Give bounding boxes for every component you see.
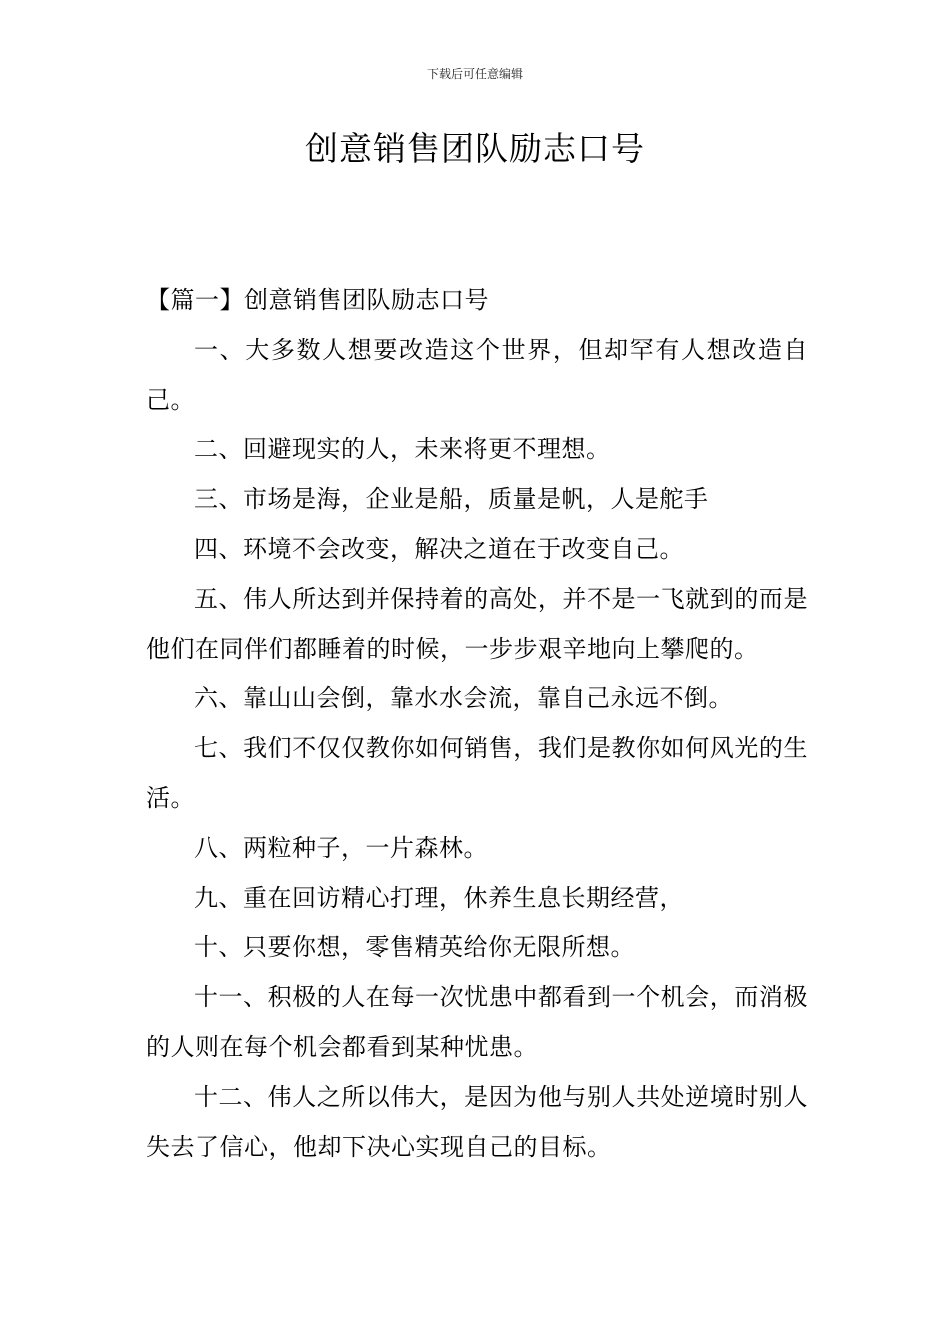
document-body [146, 276, 808, 1172]
slogan-item-7: 七、我们不仅仅教你如何销售，我们是教你如何风光的生活。 [146, 734, 808, 812]
slogan-item-5: 五、伟人所达到并保持着的高处，并不是一飞就到的而是他们在同伴们都睡着的时候，一步步艰辛地向上攀爬的。 [146, 584, 808, 663]
slogan-item-2: 二、回避现实的人，未来将更不理想。 [194, 435, 611, 464]
slogan-item-8: 八、两粒种子，一片森林。 [194, 833, 488, 862]
slogan-item-4: 四、环境不会改变，解决之道在于改变自己。 [194, 534, 684, 563]
slogan-item-9: 九、重在回访精心打理，休养生息长期经营， [194, 883, 684, 912]
slogan-item-3: 三、市场是海，企业是船，质量是帆，人是舵手 [194, 485, 709, 514]
header-note: 下载后可任意编辑 [426, 67, 523, 81]
slogan-item-6: 六、靠山山会倒，靠水水会流，靠自己永远不倒。 [194, 684, 733, 713]
section-heading: 【篇一】创意销售团队励志口号 [146, 286, 489, 314]
slogan-item-1: 一、大多数人想要改造这个世界，但却罕有人想改造自己。 [146, 335, 808, 414]
slogan-item-12: 十二、伟人之所以伟大，是因为他与别人共处逆境时别人失去了信心，他却下决心实现自己的目标。 [146, 1082, 808, 1161]
document-title: 创意销售团队励志口号 [305, 129, 645, 168]
slogan-item-11: 十一、积极的人在每一次忧患中都看到一个机会，而消极的人则在每个机会都看到某种忧患。 [146, 983, 808, 1061]
slogan-item-10: 十、只要你想，零售精英给你无限所想。 [194, 933, 635, 962]
